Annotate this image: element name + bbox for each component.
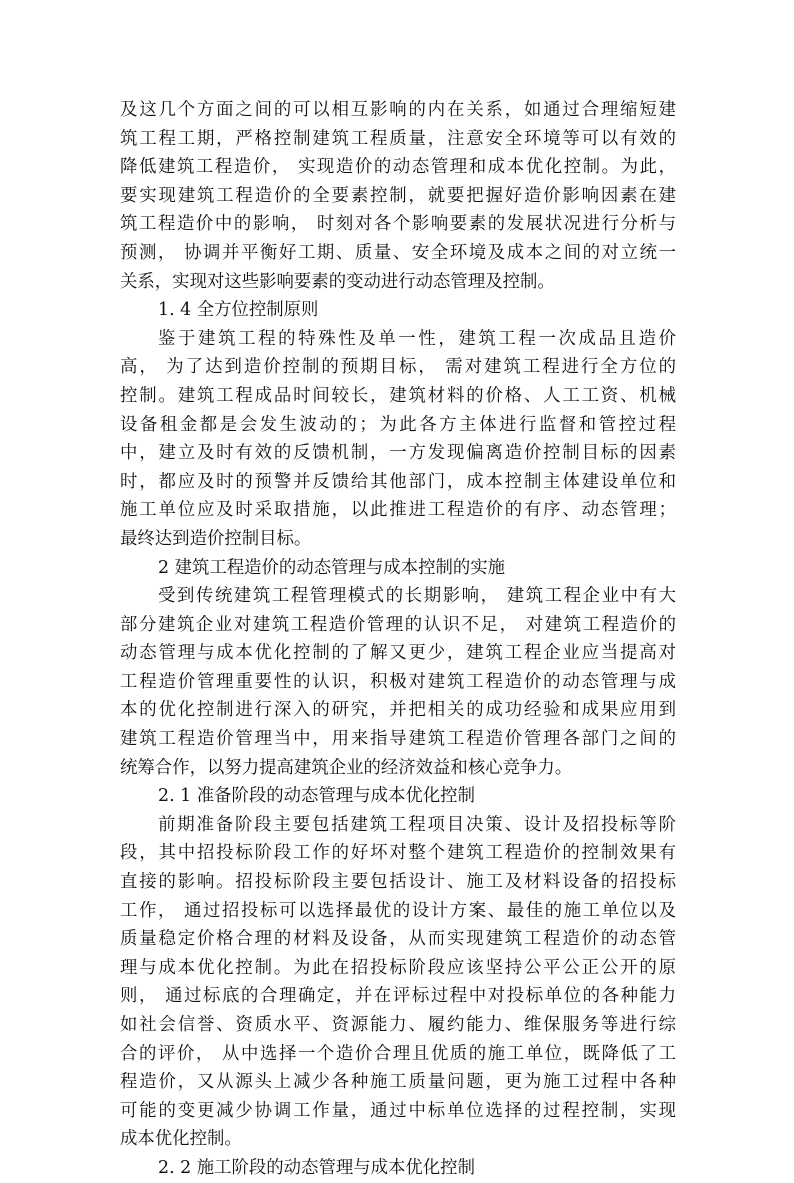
text-line: 动态管理与成本优化控制的了解又更少，建筑工程企业应当提高对 <box>120 643 676 664</box>
text-line: 本的优化控制进行深入的研究，并把相关的成功经验和成果应用到 <box>120 700 676 721</box>
text-line: 鉴于建筑工程的特殊性及单一性，建筑工程一次成品且造价 <box>158 328 676 349</box>
text-line: 设备租金都是会发生波动的；为此各方主体进行监督和管控过程 <box>120 414 676 435</box>
paragraph-2 <box>120 582 676 782</box>
text-line: 时，都应及时的预警并反馈给其他部门，成本控制主体建设单位和 <box>120 471 676 492</box>
text-line: 最终达到造价控制目标。 <box>120 528 312 549</box>
section-heading-2-2: 2. 2 施工阶段的动态管理与成本优化控制 <box>158 1157 475 1178</box>
text-line: 工程造价管理重要性的认识，积极对建筑工程造价的动态管理与成 <box>120 671 676 692</box>
text-line: 直接的影响。招投标阶段主要包括设计、施工及材料设备的招投标 <box>120 872 676 893</box>
text-line: 筑工程造价中的影响， 时刻对各个影响要素的发展状况进行分析与 <box>120 214 676 235</box>
text-line: 可能的变更减少协调工作量，通过中标单位选择的过程控制，实现 <box>120 1100 676 1121</box>
text-line: 合的评价， 从中选择一个造价合理且优质的施工单位，既降低了工 <box>120 1043 676 1064</box>
intro-paragraph <box>120 96 676 296</box>
text-line: 段，其中招投标阶段工作的好坏对整个建筑工程造价的控制效果有 <box>120 843 676 864</box>
text-line: 成本优化控制。 <box>120 1129 242 1150</box>
text-line: 建筑工程造价管理当中，用来指导建筑工程造价管理各部门之间的 <box>120 729 676 750</box>
text-line: 预测， 协调并平衡好工期、质量、安全环境及成本之间的对立统一 <box>120 242 676 263</box>
text-line: 程造价，又从源头上减少各种施工质量问题，更为施工过程中各种 <box>120 1072 676 1093</box>
text-line: 如社会信誉、资质水平、资源能力、履约能力、维保服务等进行综 <box>120 1015 676 1035</box>
text-line: 关系，实现对这些影响要素的变动进行动态管理及控制。 <box>120 271 555 292</box>
document-page <box>120 96 676 1183</box>
text-line: 筑工程工期，严格控制建筑工程质量，注意安全环境等可以有效的 <box>120 128 676 149</box>
text-line: 高， 为了达到造价控制的预期目标， 需对建筑工程进行全方位的 <box>120 357 676 378</box>
text-line: 部分建筑企业对建筑工程造价管理的认识不足， 对建筑工程造价的 <box>120 614 676 635</box>
text-line: 质量稳定价格合理的材料及设备，从而实现建筑工程造价的动态管 <box>120 929 676 950</box>
section-heading-1-4: 1. 4 全方位控制原则 <box>158 300 319 321</box>
text-line: 前期准备阶段主要包括建筑工程项目决策、设计及招投标等阶 <box>158 814 676 835</box>
paragraph-2-1 <box>120 811 676 1154</box>
section-heading-2-1: 2. 1 准备阶段的动态管理与成本优化控制 <box>158 786 475 807</box>
section-heading-2: 2 建筑工程造价的动态管理与成本控制的实施 <box>158 557 506 578</box>
paragraph-1-4 <box>120 325 676 554</box>
text-line: 受到传统建筑工程管理模式的长期影响， 建筑工程企业中有大 <box>158 586 676 607</box>
text-line: 及这几个方面之间的可以相互影响的内在关系，如通过合理缩短建 <box>120 100 676 120</box>
text-line: 要实现建筑工程造价的全要素控制，就要把握好造价影响因素在建 <box>120 185 676 206</box>
text-line: 则， 通过标底的合理确定，并在评标过程中对投标单位的各种能力 <box>120 986 676 1007</box>
text-line: 施工单位应及时采取措施，以此推进工程造价的有序、动态管理； <box>120 500 676 521</box>
text-line: 统筹合作，以努力提高建筑企业的经济效益和核心竞争力。 <box>120 757 573 778</box>
text-line: 降低建筑工程造价， 实现造价的动态管理和成本优化控制。为此， <box>120 157 676 178</box>
text-line: 控制。建筑工程成品时间较长，建筑材料的价格、人工工资、机械 <box>120 385 676 406</box>
text-line: 中，建立及时有效的反馈机制，一方发现偏离造价控制目标的因素 <box>120 443 676 464</box>
text-line: 理与成本优化控制。为此在招投标阶段应该坚持公平公正公开的原 <box>120 957 676 978</box>
text-line: 工作， 通过招投标可以选择最优的设计方案、最佳的施工单位以及 <box>120 900 676 921</box>
